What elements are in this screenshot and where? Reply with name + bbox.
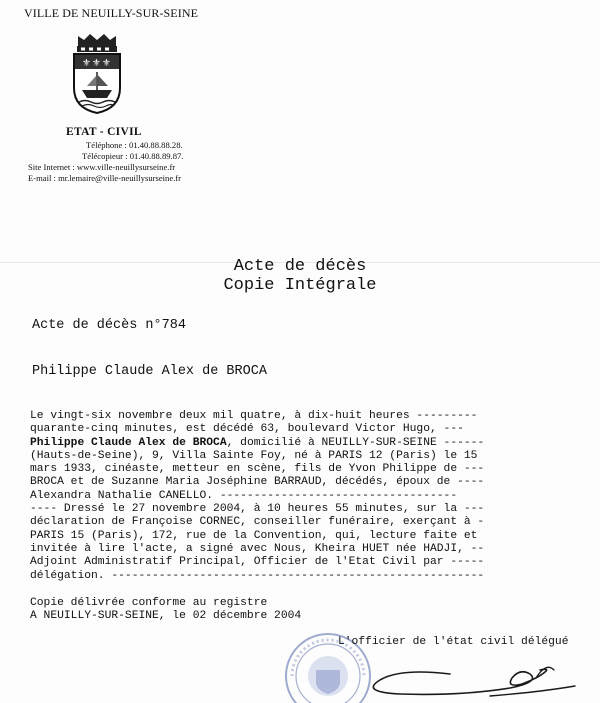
fax-line: Télécopieur : 01.40.88.89.87. — [82, 151, 184, 161]
act-body — [30, 410, 590, 583]
body-line: ---- Dressé le 27 novembre 2004, à 10 heures 55 minutes, sur la --- — [30, 503, 485, 516]
telephone-line: Téléphone : 01.40.88.88.28. — [86, 140, 183, 150]
svg-text:⚜: ⚜ — [102, 58, 111, 69]
body-line: délégation. ------------------------------------------------------- — [30, 569, 485, 582]
body-line: Le vingt-six novembre deux mil quatre, à dix-huit heures --------- — [30, 410, 478, 422]
body-line: invitée à lire l'acte, a signé avec Nous, Kheira HUET née HADJI, -- — [30, 542, 485, 555]
body-line: , domicilié à NEUILLY-SUR-SEINE ------ — [226, 436, 485, 449]
issue-place-date: A NEUILLY-SUR-SEINE, le 02 décembre 2004 — [30, 610, 302, 622]
body-line: Adjoint Administratif Principal, Officier de l'Etat Civil par ----- — [30, 556, 485, 569]
city-coat-of-arms-icon — [70, 32, 124, 114]
document-title: Acte de décès — [233, 257, 367, 276]
officer-signature — [340, 648, 590, 703]
body-line: quarante-cinq minutes, est décédé 63, boulevard Victor Hugo, --- — [30, 423, 464, 436]
svg-text:⚜: ⚜ — [82, 58, 91, 69]
website-line: Site Internet : www.ville-neuillysurseine.fr — [28, 162, 176, 172]
body-line: BROCA et de Suzanne Maria Joséphine BARRAUD, décédés, époux de ---- — [30, 476, 485, 489]
body-name-bold: Philippe Claude Alex de BROCA — [30, 436, 227, 449]
body-line: déclaration de Françoise CORNEC, conseiller funéraire, exerçant à - — [30, 516, 485, 529]
document-subtitle: Copie Intégrale — [223, 276, 377, 295]
act-number: Acte de décès n°784 — [32, 318, 186, 333]
body-line: PARIS 15 (Paris), 172, rue de la Convention, qui, lecture faite et — [30, 529, 478, 542]
email-line: E-mail : mr.lemaire@ville-neuillysurseine.fr — [28, 173, 182, 183]
copy-statement: Copie délivrée conforme au registre — [30, 597, 268, 609]
body-line: (Hauts-de-Seine), 9, Villa Sainte Foy, né à PARIS 12 (Paris) le 15 — [30, 449, 478, 462]
deceased-name: Philippe Claude Alex de BROCA — [32, 364, 267, 379]
body-line: mars 1933, cinéaste, metteur en scène, fils de Yvon Philippe de --- — [30, 463, 485, 476]
service-title: ETAT - CIVIL — [66, 126, 142, 138]
body-line: Alexandra Nathalie CANELLO. ----------------------------------- — [30, 489, 458, 502]
municipality-name: VILLE DE NEUILLY-SUR-SEINE — [24, 6, 199, 20]
officer-title: L'officier de l'état civil délégué — [338, 636, 569, 648]
svg-text:⚜: ⚜ — [92, 58, 101, 69]
